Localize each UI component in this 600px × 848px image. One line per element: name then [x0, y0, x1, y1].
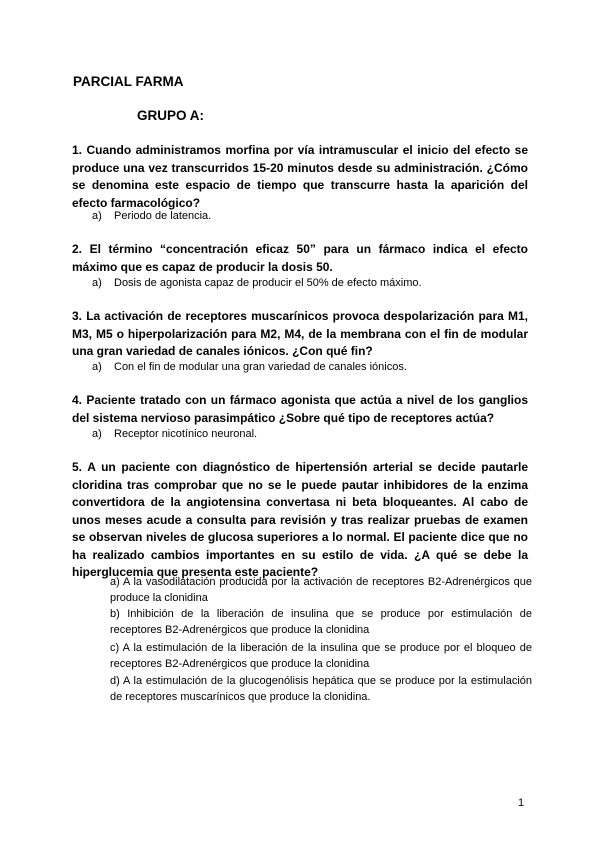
question-4: 4. Paciente tratado con un fármaco agonista que actúa a nivel de los ganglios del sistema nervioso parasimpático ¿Sobre qué tipo de receptores actúa? — [72, 393, 528, 425]
option-d: d) A la estimulación de la glucogenólisis hepática que se produce por la estimulación de receptores muscarínicos que produce la clonidina. — [110, 675, 532, 703]
answer-text: Periodo de latencia. — [114, 210, 212, 222]
answer-1 — [92, 209, 532, 224]
question-3: 3. La activación de receptores muscarínicos provoca despolarización para M1, M3, M5 o hiperpolarización para M2, M4, de la membrana con el fin de modular una gran variedad de canales iónicos. ¿Con qué fin? — [72, 309, 528, 358]
answer-label: a) — [92, 277, 102, 289]
option-c: c) A la estimulación de la liberación de la insulina que se produce por el bloqueo de receptores B2-Adrenérgicos que produce la clonidina — [110, 642, 532, 670]
question-2: 2. El término “concentración eficaz 50” para un fármaco indica el efecto máximo que es capaz de producir la dosis 50. — [72, 242, 528, 274]
answer-label: a) — [92, 428, 102, 440]
answer-text: Con el fin de modular una gran variedad de canales iónicos. — [114, 361, 407, 373]
answer-text: Dosis de agonista capaz de producir el 50% de efecto máximo. — [114, 277, 422, 289]
option-a: a) A la vasodilatación producida por la activación de receptores B2-Adrenérgicos que produce la clonidina — [110, 576, 532, 604]
document-title: PARCIAL FARMA — [73, 74, 184, 89]
answer-3 — [92, 360, 532, 375]
answer-2 — [92, 276, 532, 291]
question-5: 5. A un paciente con diagnóstico de hipertensión arterial se decide pautarle cloridina tras comprobar que no se le puede pautar inhibidores de la enzima convertidora de la angiotensina convertasa ni beta bloqueantes. Al cabo de unos meses acude a consulta para revisión y tras realizar pruebas de examen se observan niveles de glucosa superiores a lo normal. El paciente dice que no ha realizado cambios importantes en su estilo de vida. ¿A qué se debe la hiperglucemia que presenta este paciente? — [72, 460, 528, 579]
answer-4 — [92, 427, 532, 442]
question-1: 1. Cuando administramos morfina por vía intramuscular el inicio del efecto se produce una vez transcurridos 15-20 minutos desde su administración. ¿Cómo se denomina este espacio de tiempo que transcurre hasta la aparición del efecto farmacológico? — [72, 143, 528, 210]
answer-label: a) — [92, 361, 102, 373]
group-heading: GRUPO A: — [137, 108, 204, 123]
page-number: 1 — [518, 797, 525, 809]
answer-label: a) — [92, 210, 102, 222]
option-b: b) Inhibición de la liberación de insulina que se produce por estimulación de receptores B2-Adrenérgicos que produce la clonidina — [110, 608, 532, 636]
answer-text: Receptor nicotínico neuronal. — [114, 428, 258, 440]
